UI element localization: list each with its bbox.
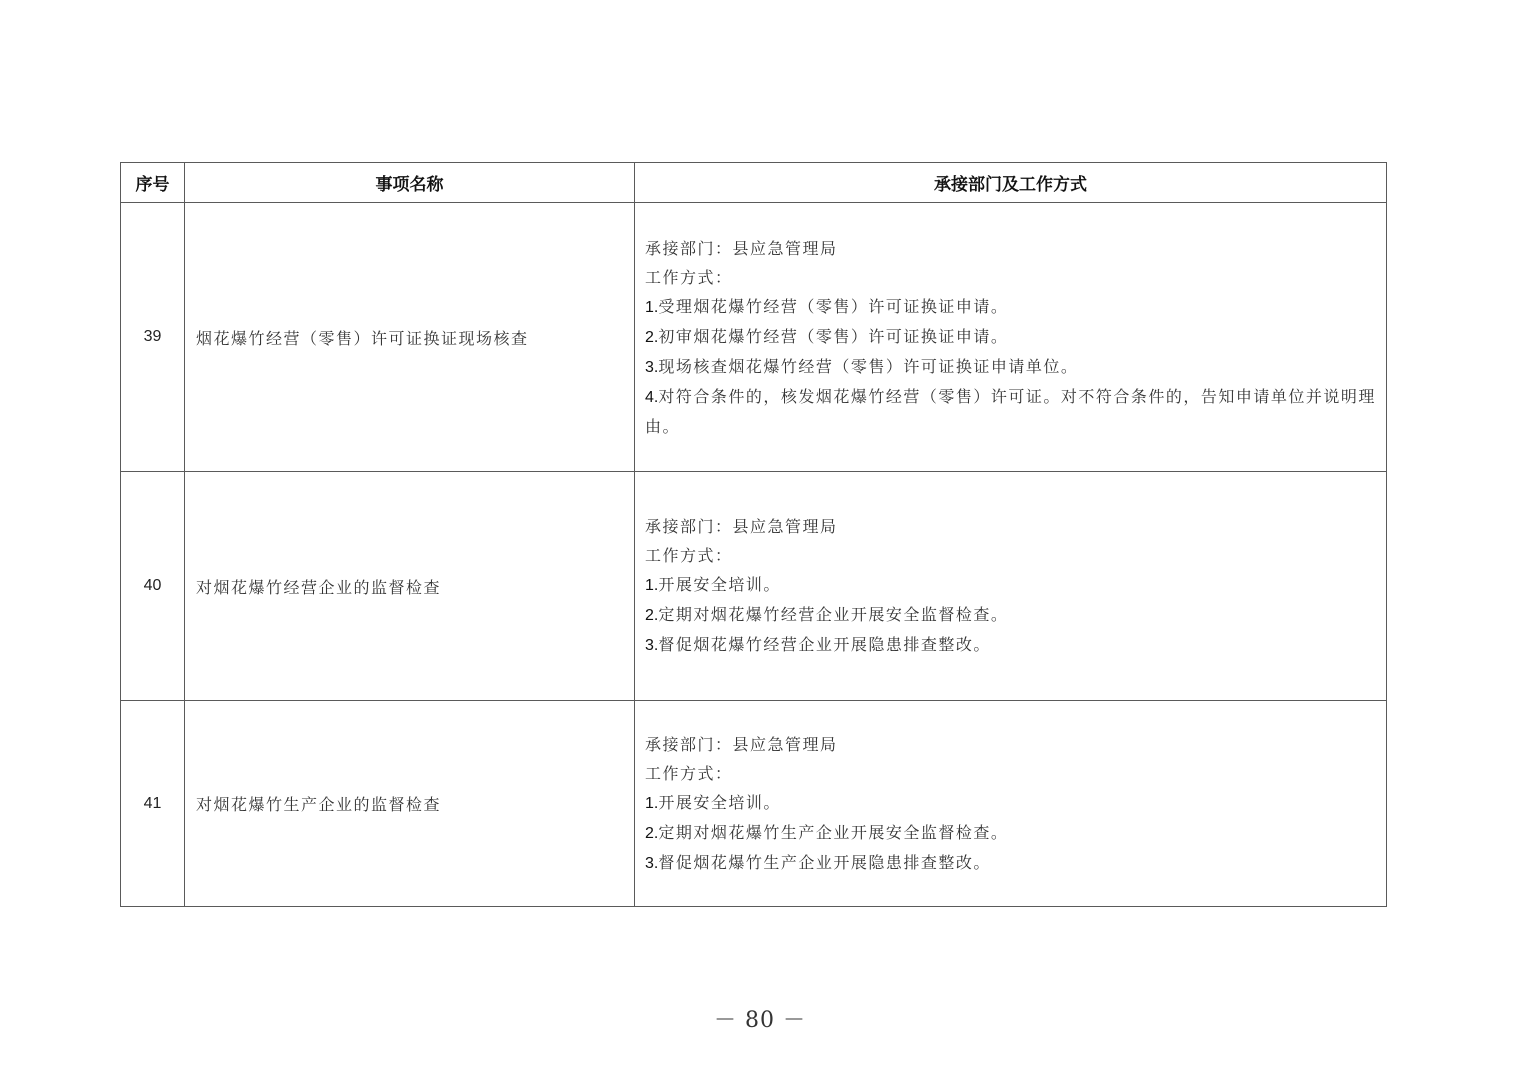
work-step [645,292,1378,322]
work-step [645,352,1378,382]
row-serial-number: 40 [121,472,185,701]
row-item-name: 对烟花爆竹经营企业的监督检查 [185,472,635,701]
header-serial-number: 序号 [121,163,185,203]
step-text: 初审烟花爆竹经营（零售）许可证换证申请。 [658,326,1009,346]
step-number: 2. [645,824,659,842]
step-text: 对符合条件的，核发烟花爆竹经营（零售）许可证。对不符合条件的，告知申请单位并说明理由。 [645,386,1376,436]
work-step [645,570,1378,600]
method-label: 工作方式： [645,267,733,287]
work-step [645,322,1378,352]
step-text: 开展安全培训。 [658,575,781,594]
work-step [645,382,1378,441]
header-item-name: 事项名称 [185,163,635,203]
work-step [645,848,1378,878]
step-number: 2. [645,328,659,346]
work-step [645,818,1378,848]
step-number: 1. [645,577,659,594]
page-number: － 80 － [714,1008,806,1033]
row-work-description [635,472,1387,701]
step-text: 督促烟花爆竹经营企业开展隐患排查整改。 [658,635,991,654]
table-header-row [121,163,1387,203]
department-line: 承接部门：县应急管理局 [645,734,838,754]
step-text: 受理烟花爆竹经营（零售）许可证换证申请。 [658,296,1009,316]
step-number: 1. [645,794,659,812]
row-item-name: 对烟花爆竹生产企业的监督检查 [185,701,635,907]
items-table [120,162,1387,907]
step-text: 开展安全培训。 [658,792,781,812]
department-line: 承接部门：县应急管理局 [645,238,838,258]
step-number: 4. [645,388,659,406]
table-row [121,203,1387,472]
step-number: 2. [645,607,659,624]
row-serial-number: 41 [121,701,185,907]
table-row [121,472,1387,701]
step-text: 督促烟花爆竹生产企业开展隐患排查整改。 [658,852,991,872]
step-text: 定期对烟花爆竹生产企业开展安全监督检查。 [658,822,1009,842]
step-number: 1. [645,298,659,316]
method-label: 工作方式： [645,546,733,565]
step-text: 定期对烟花爆竹经营企业开展安全监督检查。 [658,605,1009,624]
work-step [645,630,1378,660]
step-number: 3. [645,854,659,872]
step-number: 3. [645,637,659,654]
row-item-name: 烟花爆竹经营（零售）许可证换证现场核查 [185,203,635,472]
table-row [121,701,1387,907]
step-text: 现场核查烟花爆竹经营（零售）许可证换证申请单位。 [658,356,1079,376]
step-number: 3. [645,358,659,376]
work-step [645,788,1378,818]
header-department-and-method: 承接部门及工作方式 [635,163,1387,203]
department-line: 承接部门：县应急管理局 [645,517,838,536]
method-label: 工作方式： [645,763,733,783]
row-work-description [635,203,1387,472]
row-serial-number: 39 [121,203,185,472]
row-work-description [635,701,1387,907]
work-step [645,600,1378,630]
